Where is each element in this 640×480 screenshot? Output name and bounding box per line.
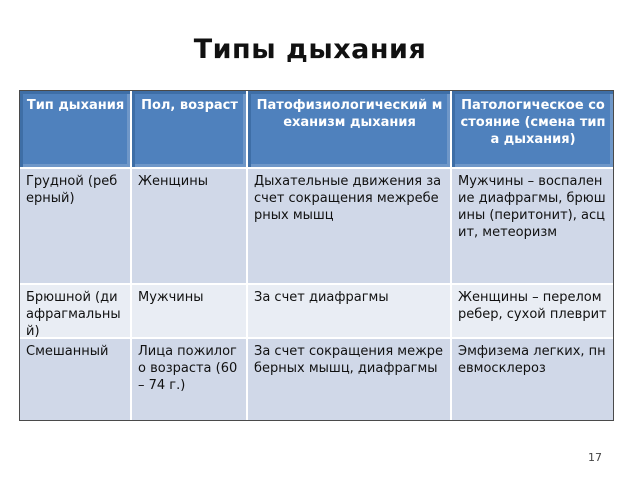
cell-type-mixed: Смешанный (20, 339, 132, 420)
cell-pathology-thoracic: Мужчины – воспаление диафрагмы, брюшины (перитонит), асцит, метеоризм (452, 169, 613, 285)
cell-pathology-abdominal: Женщины – перелом ребер, сухой плеврит (452, 285, 613, 339)
header-pathology: Патологическое состояние (смена типа дыхания) (452, 91, 613, 169)
header-breathing-type: Тип дыхания (20, 91, 132, 169)
cell-mechanism-abdominal: За счет диафрагмы (248, 285, 452, 339)
breathing-types-table (19, 90, 614, 421)
cell-sex-mixed: Лица пожилого возраста (60 – 74 г.) (132, 339, 248, 420)
cell-pathology-mixed: Эмфизема легких, пневмосклероз (452, 339, 613, 420)
cell-mechanism-thoracic: Дыхательные движения за счет сокращения межреберных мышц (248, 169, 452, 285)
header-sex-age: Пол, возраст (132, 91, 248, 169)
cell-type-abdominal: Брюшной (диафрагмальный) (20, 285, 132, 339)
slide-title: Типы дыхания (193, 34, 427, 65)
cell-mechanism-mixed: За счет сокращения межреберных мышц, диафрагмы (248, 339, 452, 420)
header-mechanism: Патофизиологический механизм дыхания (248, 91, 452, 169)
cell-sex-thoracic: Женщины (132, 169, 248, 285)
cell-type-thoracic: Грудной (реберный) (20, 169, 132, 285)
cell-sex-abdominal: Мужчины (132, 285, 248, 339)
page-number: 17 (588, 451, 602, 464)
